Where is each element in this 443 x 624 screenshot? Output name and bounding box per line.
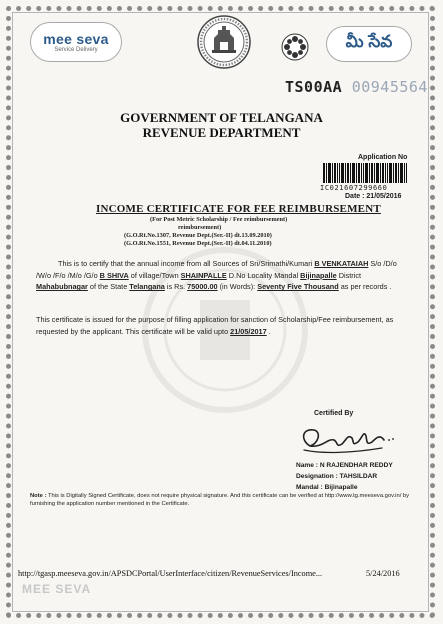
income-amount: 75000.00 <box>187 282 218 292</box>
meeseva-logo-tagline: Service Delivery <box>54 47 98 53</box>
body-text: D.No Locality Mandal <box>226 270 301 280</box>
validity-text: This certificate is issued for the purpose of filling application for sanction of Scholarship/Fee reimbursement, as requested by the applicant. This certificate will be valid upto <box>36 315 394 336</box>
income-amount-words: Seventy Five Thousand <box>257 282 339 292</box>
signature-image <box>292 420 402 460</box>
application-number: IC021607299660 <box>320 184 388 192</box>
certified-by-label: Certified By <box>314 410 354 417</box>
meeseva-logo <box>30 22 122 62</box>
digital-signature-note <box>30 492 410 508</box>
body-text: of the State <box>87 282 130 292</box>
mandal-name: Bijinapalle <box>300 270 337 280</box>
village-name: SHAINPALLE <box>180 270 227 280</box>
validity-text-end: . <box>266 326 271 336</box>
signatory-name: Name : N RAJENDHAR REDDY <box>296 462 393 469</box>
body-text: as per records . <box>338 282 392 292</box>
go-reference-1: (G.O.Rt.No.1307, Revenue Dept.(Ser.-II) dt.13.09.2010) <box>124 232 272 239</box>
serial-prefix: TS00AA <box>285 78 343 96</box>
print-url: http://tgasp.meeseva.gov.in/APSDCPortal/UserInterface/citizen/RevenueServices/Income... <box>18 569 323 578</box>
body-text: This is to certify that the annual income from all Sources of Sri/Srimathi/Kumari <box>58 259 315 268</box>
meeseva-telugu-logo: మీ సేవ <box>326 26 412 62</box>
barcode-icon <box>323 163 407 183</box>
signatory-designation: Designation : TAHSILDAR <box>296 473 378 480</box>
serial-number: 00945564 <box>351 78 428 96</box>
date-value: 21/05/2016 <box>366 193 402 200</box>
telangana-emblem-icon <box>196 14 252 70</box>
validity-paragraph <box>36 314 411 337</box>
certification-paragraph <box>36 258 411 293</box>
footer-watermark: MEE SEVA <box>22 582 92 596</box>
issue-date <box>345 193 401 200</box>
applicant-name: B VENKATAIAH <box>314 259 369 268</box>
body-text: of village/Town <box>128 270 181 280</box>
government-seal-icon <box>280 32 310 62</box>
relation-name: B SHIVA <box>99 270 129 280</box>
certificate-purpose-cont: reimbursement) <box>178 224 222 231</box>
government-heading: GOVERNMENT OF TELANGANA <box>120 110 323 125</box>
note-text: This is Digitally Signed Certificate, does not require physical signature. And this certificate can be verified at http://www.tg.meeseva.gov.in/ by furnishing the application number mentioned in the Certificate. <box>30 493 410 507</box>
application-number-label: Application No <box>358 154 408 161</box>
go-reference-2: (G.O.Rt.No.1551, Revenue Dept.(Ser.-II) dt.04.11.2010) <box>124 240 272 247</box>
certificate-purpose: (For Post Metric Scholarship / Fee reimbursement) <box>150 216 288 223</box>
date-label: Date : <box>345 193 365 200</box>
body-text: is Rs. <box>164 282 188 292</box>
certificate-serial <box>285 78 428 96</box>
meeseva-logo-text: mee seva <box>43 31 109 47</box>
body-text: (in Words): <box>217 282 258 292</box>
body-text: District <box>336 270 361 280</box>
body-text: S/o /D/o /W/o /F/o /M/o /G/o <box>36 259 397 280</box>
certificate-title: INCOME CERTIFICATE FOR FEE REIMBURSEMENT <box>96 203 381 215</box>
valid-upto-date: 21/05/2017 <box>230 326 267 336</box>
department-heading: REVENUE DEPARTMENT <box>142 125 301 140</box>
note-label: Note : <box>30 493 47 499</box>
state-name: Telangana <box>129 282 165 292</box>
print-date: 5/24/2016 <box>366 569 400 578</box>
district-name: Mahabubnagar <box>36 282 88 292</box>
signatory-mandal: Mandal : Bijinapalle <box>296 484 358 491</box>
